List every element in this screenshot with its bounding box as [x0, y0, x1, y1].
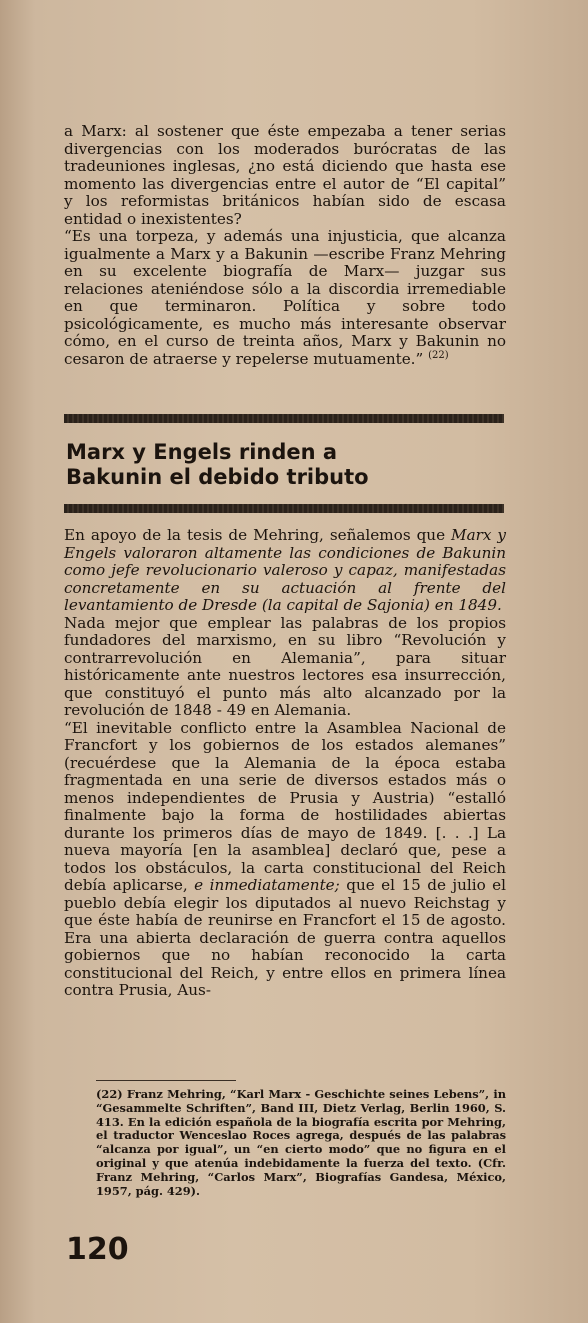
- divider-bar-bottom: [64, 504, 504, 513]
- conflict-text-a: “El inevitable conflicto entre la Asamblea Nacional de Francfort y los gobiernos de los estados alemanes” (recuérdese que la Alemania de la época estaba fragmentada en una serie de diversos estados más o menos independientes de Prusia y Austria) “estalló finalmente bajo la forma de hostilidades abiertas durante los primeros días de mayo de 1849. [. . .] La nueva mayoría [en la asamblea] declaró que, pese a todos los obstáculos, la carta constitucional del Reich debía aplicarse,: [64, 718, 506, 894]
- heading-line-1: Marx y Engels rinden a: [66, 440, 338, 464]
- footnote: (22) Franz Mehring, “Karl Marx - Geschichte seines Lebens”, in “Gesammelte Schriften”, Band III, Dietz Verlag, Berlin 1960, S. 413. En la edición española de la biografía escrita por Mehring, el traductor Wenceslao Roces agrega, después de las palabras “alcanza por igual”, un “en cierto modo” que no figura en el original y que atenúa indebidamente la fuerza del texto. (Cfr. Franz Mehring, “Carlos Marx”, Biografías Gandesa, México, 1957, pág. 429).: [96, 1087, 506, 1198]
- divider-bar-top: [64, 414, 504, 423]
- section-heading: [66, 440, 506, 490]
- footnote-rule: [96, 1080, 236, 1081]
- paragraph-conflict: [64, 720, 506, 1000]
- paragraph-words: Nada mejor que emplear las palabras de los propios fundadores del marxismo, en su libro “Revolución y contrarrevolución en Alemania”, para situar históricamente ante nuestros lectores esa insurrección, que constituyó el punto más alto alcanzado por la revolución de 1848 - 49 en Alemania.: [64, 613, 506, 719]
- paragraph-continuation: a Marx: al sostener que éste empezaba a tener serias divergencias con los moderados burócratas de las tradeuniones inglesas, ¿no está diciendo que hasta ese momento las divergencias entre el autor de “El capital” y los reformistas británicos habían sido de escasa entidad o inexistentes?: [64, 122, 506, 228]
- page-number: 120: [66, 1232, 129, 1267]
- text-block-main: [64, 527, 506, 1000]
- paragraph-support-plain: En apoyo de la tesis de Mehring, señalemos que: [64, 526, 452, 544]
- text-block-top: [64, 123, 506, 368]
- quote-text: “Es una torpeza, y además una injusticia, que alcanza igualmente a Marx y a Bakunin —escribe Franz Mehring en su excelente biografía de Marx— juzgar sus relaciones ateniéndose sólo a la discordia irremediable en que terminaron. Política y sobre todo psicológicamente, es mucho más interesante observar cómo, en el curso de treinta años, Marx y Bakunin no cesaron de atraerse y repelerse mutuamente.”: [64, 227, 506, 368]
- heading-line-2: Bakunin el debido tributo: [66, 465, 369, 489]
- paragraph-quote-mehring: [64, 228, 506, 368]
- footnote-ref: (22): [428, 349, 449, 361]
- conflict-italic: e inmediatamente;: [194, 876, 340, 894]
- paragraph-support: [64, 527, 506, 615]
- paragraph-support-italic: Marx y Engels valoraron altamente las condiciones de Bakunin como jefe revolucionario valeroso y capaz, manifestadas concretamente en su actuación al frente del levantamiento de Dresde (la capital de Sajonia) en 1849.: [64, 526, 506, 614]
- conflict-text-b: que el 15 de julio el pueblo debía elegir los diputados al nuevo Reichstag y que éste había de reunirse en Francfort el 15 de agosto. Era una abierta declaración de guerra contra aquellos gobiernos que no habían reconocido la carta constitucional del Reich, y entre ellos en primera línea contra Prusia, Aus-: [64, 876, 507, 999]
